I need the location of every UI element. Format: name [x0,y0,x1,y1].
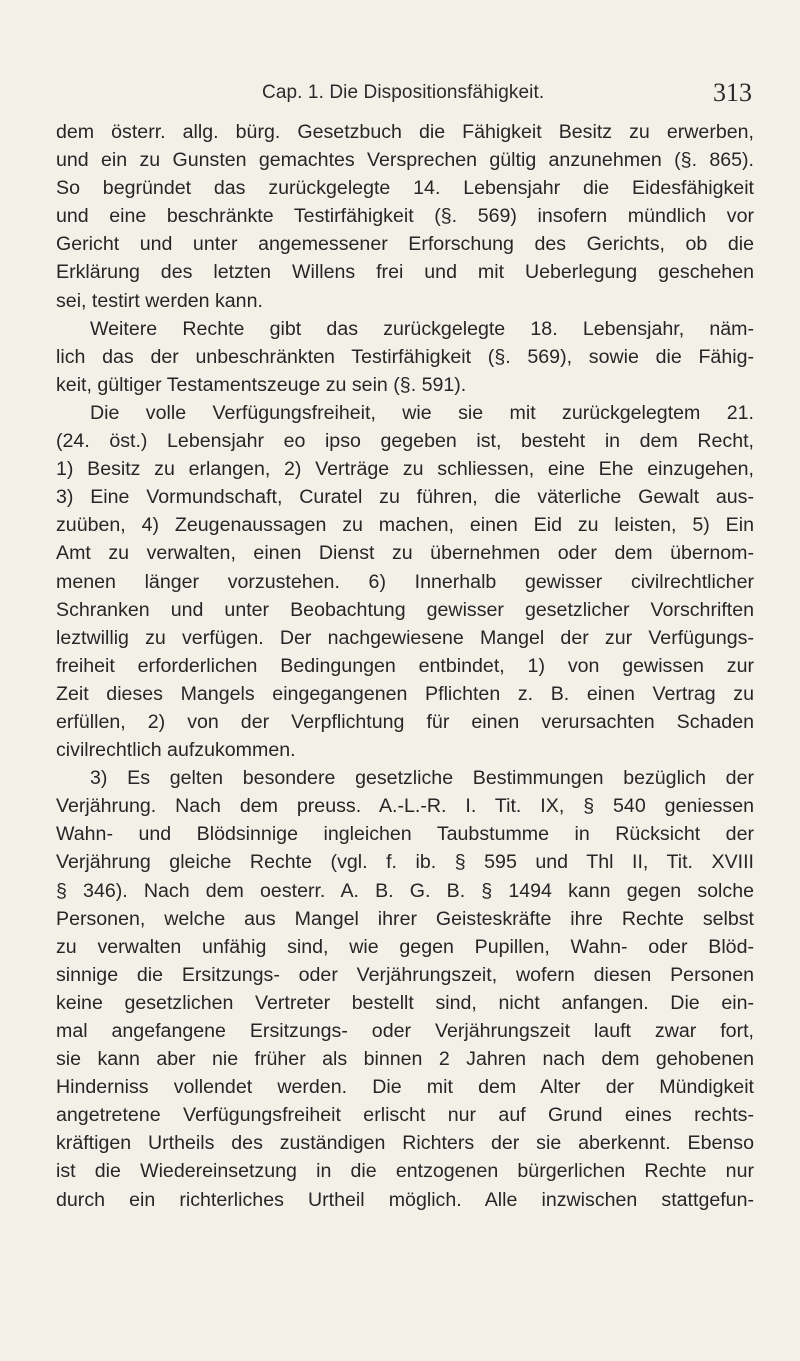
text-line: keine gesetzlichen Vertreter bestellt sind, nicht anfangen. Die ein- [56,991,754,1014]
text-line: lich das der unbeschränkten Testirfähigkeit (§. 569), sowie die Fähig- [56,345,754,368]
text-line: (24. öst.) Lebensjahr eo ipso gegeben ist, besteht in dem Recht, [56,430,754,453]
text-line: 3) Eine Vormundschaft, Curatel zu führen, die väterliche Gewalt aus- [56,486,754,509]
text-line: freiheit erforderlichen Bedingungen entbindet, 1) von gewissen zur [56,654,754,677]
body-text [56,118,754,1214]
text-line: Wahn- und Blödsinnige ingleichen Taubstumme in Rücksicht der [56,823,754,846]
text-line: und ein zu Gunsten gemachtes Versprechen gültig anzunehmen (§. 865). [56,149,754,172]
page-number: 313 [713,78,752,107]
text-line: sinnige die Ersitzungs- oder Verjährungszeit, wofern diesen Personen [56,963,754,986]
text-line: Hinderniss vollendet werden. Die mit dem Alter der Mündigkeit [56,1076,754,1099]
text-line: Personen, welche aus Mangel ihrer Geisteskräfte ihre Rechte selbst [56,907,754,930]
text-line: Amt zu verwalten, einen Dienst zu übernehmen oder dem übernom- [56,542,754,565]
text-line: Erklärung des letzten Willens frei und mit Ueberlegung geschehen [56,261,754,284]
text-line: kräftigen Urtheils des zuständigen Richters der sie aberkennt. Ebenso [56,1132,754,1155]
text-line: mal angefangene Ersitzungs- oder Verjährungszeit lauft zwar fort, [56,1020,754,1042]
text-line: zuüben, 4) Zeugenaussagen zu machen, einen Eid zu leisten, 5) Ein [56,514,754,537]
text-line: § 346). Nach dem oesterr. A. B. G. B. § 1494 kann gegen solche [56,879,754,902]
text-line: zu verwalten unfähig sind, wie gegen Pupillen, Wahn- oder Blöd- [56,935,754,958]
text-line: und eine beschränkte Testirfähigkeit (§. 569) insofern mündlich vor [56,205,754,228]
text-line: 3) Es gelten besondere gesetzliche Bestimmungen bezüglich der [90,767,754,790]
text-line: Verjährung gleiche Rechte (vgl. f. ib. § 595 und Thl II, Tit. XVIII [56,851,754,874]
text-line: Schranken und unter Beobachtung gewisser gesetzlicher Vorschriften [56,598,754,621]
text-line: civilrechtlich aufzukommen. [56,739,296,762]
text-line: sie kann aber nie früher als binnen 2 Jahren nach dem gehobenen [56,1048,754,1071]
text-line: angetretene Verfügungsfreiheit erlischt nur auf Grund eines rechts- [56,1104,754,1127]
text-line: Die volle Verfügungsfreiheit, wie sie mit zurückgelegtem 21. [90,401,754,424]
text-line: durch ein richterliches Urtheil möglich. Alle inzwischen stattgefun- [56,1188,754,1211]
text-line: ist die Wiedereinsetzung in die entzogenen bürgerlichen Rechte nur [56,1160,754,1183]
text-line: dem österr. allg. bürg. Gesetzbuch die Fähigkeit Besitz zu erwerben, [56,121,754,143]
text-line: keit, gültiger Testamentszeuge zu sein (§. 591). [56,373,467,396]
text-line: Gericht und unter angemessener Erforschung des Gerichts, ob die [56,233,754,256]
text-line: menen länger vorzustehen. 6) Innerhalb gewisser civilrechtlicher [56,570,754,593]
text-line: leztwillig zu verfügen. Der nachgewiesene Mangel der zur Verfügungs- [56,626,754,649]
text-line: sei, testirt werden kann. [56,289,263,312]
page-header [56,76,756,116]
text-line: Weitere Rechte gibt das zurückgelegte 18. Lebensjahr, näm- [90,317,754,340]
running-head: Cap. 1. Die Dispositionsfähigkeit. [262,82,545,103]
text-line: Verjährung. Nach dem preuss. A.-L.-R. I. Tit. IX, § 540 geniessen [56,795,754,818]
text-line: erfüllen, 2) von der Verpflichtung für einen verursachten Schaden [56,710,754,733]
text-line: So begründet das zurückgelegte 14. Lebensjahr die Eidesfähigkeit [56,177,754,200]
text-line: 1) Besitz zu erlangen, 2) Verträge zu schliessen, eine Ehe einzugehen, [56,458,754,481]
text-line: Zeit dieses Mangels eingegangenen Pflichten z. B. einen Vertrag zu [56,682,754,705]
